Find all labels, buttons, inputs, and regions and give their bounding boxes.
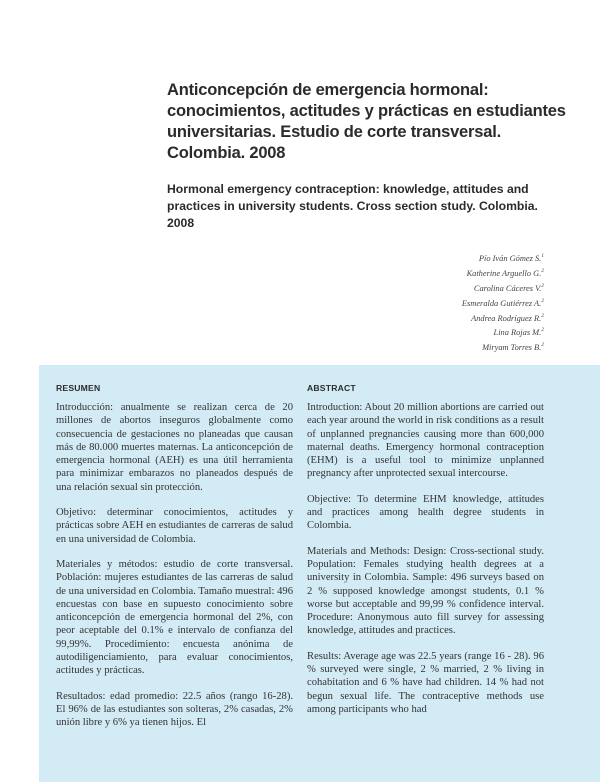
title-block bbox=[167, 80, 567, 232]
resumen-introduccion: Introducción: anualmente se realizan cerca de 20 millones de abortos inseguros globalmente como consecuencia de gestaciones no planeadas que causan más de 80.000 muertes maternas. La anticoncepción de emergencia hormonal (AEH) es una útil herramienta para minimizar embarazos no planeados después de una relación sexual sin protección. bbox=[56, 402, 293, 493]
author-list bbox=[284, 250, 544, 354]
author-item: Andrea Rodríguez R.$^2$ bbox=[471, 312, 544, 323]
abstract-methods: Materials and Methods: Design: Cross-sectional study. Population: Females studying health degrees at a university in Colombia. Sample: 496 surveys based on 2 % supposed knowledge amongst students, 0.1 % worse but acceptable and 99,99 % confidence interval. Procedure: Anonymous auto fill survey for assessing knowledge, attitudes and practices. bbox=[307, 545, 544, 637]
abstract-results: Results: Average age was 22.5 years (range 16 - 28). 96 % surveyed were single, 2 % married, 2 % living in cohabitation and 6 % have had children. 14 % had not begun sexual life. The contraceptive methods use among participants who had bbox=[307, 650, 544, 715]
author-item: Pío Iván Gómez S.$^1$ bbox=[478, 253, 544, 263]
resumen-resultados: Resultados: edad promedio: 22.5 años (rango 16-28). El 96% de las estudiantes son solteras, 2% casadas, 2% unión libre y 6% ya tienen hijos. El bbox=[56, 690, 293, 729]
author-item: Katherine Arguello G.$^2$ bbox=[466, 267, 544, 278]
author-item: Carolina Cáceres V.$^2$ bbox=[473, 282, 544, 293]
resumen-materiales: Materiales y métodos: estudio de corte transversal. Población: mujeres estudiantes de las carreras de salud de una universidad en Colombia. Tamaño muestral: 496 encuestas con base en supuesto conocimiento sobre anticoncepción de emergencia hormonal del 2%, con peor aceptable del 0.1% e intervalo de confianza del 99,99%. Procedimiento: encuesta anónima de autodiligenciamiento, para evaluar conocimientos, actitudes y prácticas. bbox=[56, 558, 293, 677]
article-title-english: Hormonal emergency contraception: knowledge, attitudes and practices in university students. Cross section study. Colombia. 2008 bbox=[167, 182, 538, 230]
author-item: Esmeralda Gutiérrez A.$^2$ bbox=[461, 297, 544, 308]
resumen-objetivo: Objetivo: determinar conocimientos, actitudes y prácticas sobre AEH en estudiantes de carreras de salud en una universidad de Colombia. bbox=[56, 507, 293, 545]
resumen-heading: RESUMEN bbox=[56, 383, 101, 393]
abstract-introduction: Introduction: About 20 million abortions are carried out each year around the world in risk conditions as a result of unplanned pregnancies causing more than 600,000 maternal deaths. Emergency hormonal contraception (EHM) is a useful tool to minimize unplanned pregnancy after unprotected sexual intercourse. bbox=[307, 402, 544, 480]
resumen-column bbox=[56, 383, 293, 742]
abstract-heading: ABSTRACT bbox=[307, 383, 356, 393]
author-item: Lina Rojas M.$^2$ bbox=[493, 327, 544, 338]
article-title-spanish: Anticoncepción de emergencia hormonal: conocimientos, actitudes y prácticas en estudiantes universitarias. Estudio de corte transversal. Colombia. 2008 bbox=[167, 81, 566, 162]
abstract-panel bbox=[39, 365, 600, 782]
abstract-objective: Objective: To determine EHM knowledge, attitudes and practices among health degree students in Colombia. bbox=[307, 493, 544, 532]
abstract-column bbox=[307, 383, 544, 728]
author-item: Miryam Torres B.$^2$ bbox=[482, 342, 544, 353]
